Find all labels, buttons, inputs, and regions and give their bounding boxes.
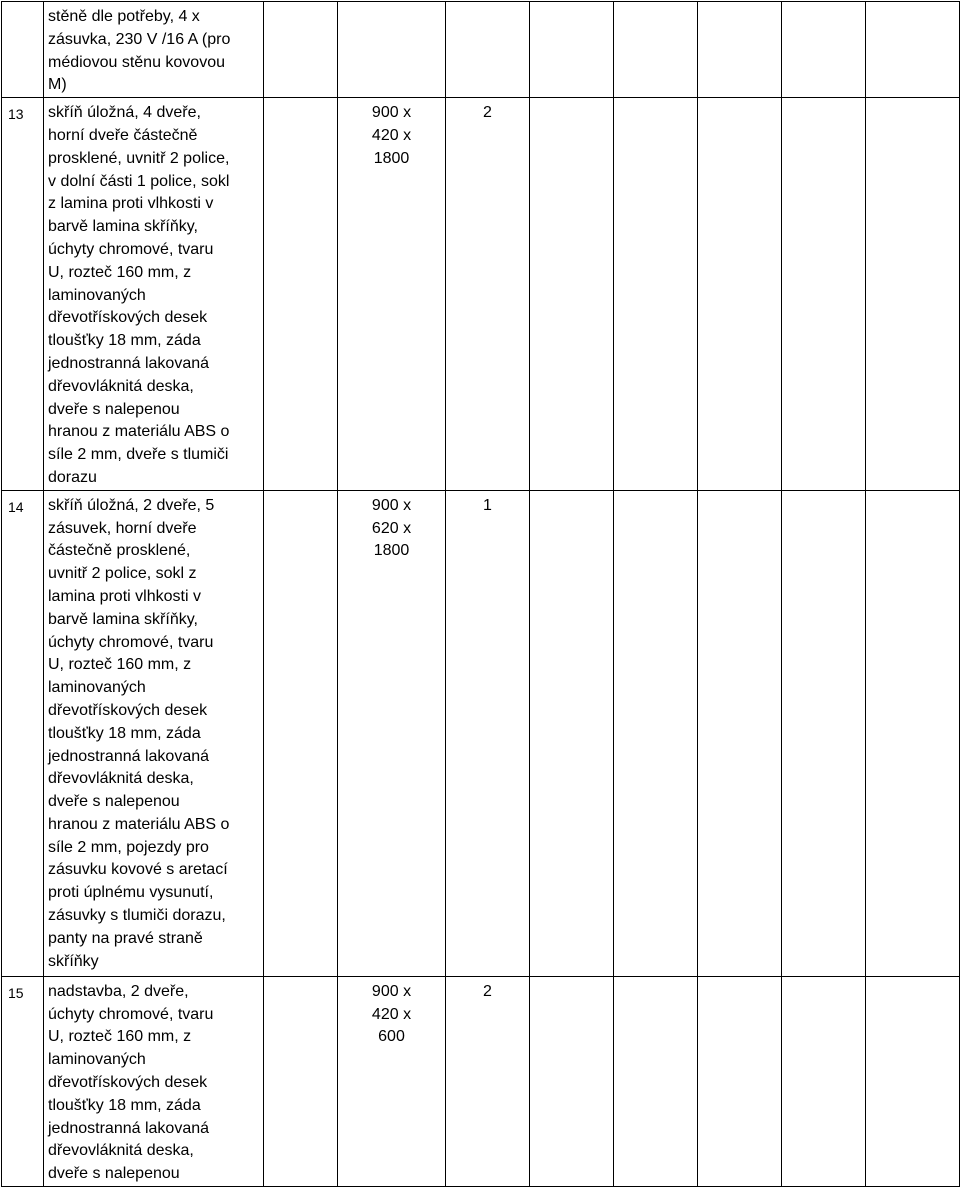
- empty-cell: [264, 2, 338, 98]
- empty-cell: [782, 490, 866, 976]
- item-number: [2, 2, 44, 98]
- item-description: [44, 2, 264, 98]
- description-line: U, rozteč 160 mm, z: [48, 263, 192, 281]
- description-line: skříň úložná, 2 dveře, 5: [48, 496, 215, 514]
- empty-cell: [698, 976, 782, 1186]
- item-quantity: 2: [446, 976, 530, 1186]
- description-line: tloušťky 18 mm, záda: [48, 724, 201, 742]
- item-quantity: [446, 2, 530, 98]
- item-dimensions: [338, 2, 446, 98]
- description-line: uvnitř 2 police, sokl z: [48, 565, 197, 583]
- item-quantity: 1: [446, 490, 530, 976]
- item-description: [44, 98, 264, 491]
- description-line: lamina proti vlhkosti v: [48, 587, 201, 605]
- description-line: proti úplnému vysunutí,: [48, 884, 214, 902]
- description-line: z lamina proti vlhkosti v: [48, 195, 214, 213]
- item-dimensions: [338, 976, 446, 1186]
- empty-cell: [866, 98, 960, 491]
- empty-cell: [614, 98, 698, 491]
- empty-cell: [614, 976, 698, 1186]
- description-line: jednostranná lakovaná: [48, 747, 210, 765]
- empty-cell: [264, 976, 338, 1186]
- description-line: dřevotřískových desek: [48, 1073, 208, 1091]
- dimension-line: 1800: [373, 542, 410, 560]
- spec-table: [1, 1, 960, 1187]
- description-line: dřevovláknitá deska,: [48, 770, 194, 788]
- description-line: laminovaných: [48, 286, 146, 304]
- description-line: prosklené, uvnitř 2 police,: [48, 149, 230, 167]
- empty-cell: [782, 976, 866, 1186]
- description-line: skříň úložná, 4 dveře,: [48, 104, 201, 122]
- description-line: dveře s nalepenou: [48, 1165, 180, 1183]
- description-line: hranou z materiálu ABS o: [48, 815, 230, 833]
- description-line: tloušťky 18 mm, záda: [48, 1096, 201, 1114]
- description-line: U, rozteč 160 mm, z: [48, 1028, 192, 1046]
- description-line: úchyty chromové, tvaru: [48, 240, 214, 258]
- description-line: dřevotřískových desek: [48, 701, 208, 719]
- description-line: horní dveře částečně: [48, 126, 198, 144]
- item-dimensions: [338, 98, 446, 491]
- table-row: [2, 98, 960, 491]
- description-line: v dolní části 1 police, sokl: [48, 172, 230, 190]
- description-line: úchyty chromové, tvaru: [48, 633, 214, 651]
- description-line: tloušťky 18 mm, záda: [48, 332, 201, 350]
- empty-cell: [866, 2, 960, 98]
- empty-cell: [264, 490, 338, 976]
- item-description: [44, 490, 264, 976]
- empty-cell: [698, 98, 782, 491]
- dimension-line: 600: [378, 1028, 405, 1046]
- dimension-line: 420 x: [371, 1005, 412, 1023]
- table-row: [2, 490, 960, 976]
- description-line: dorazu: [48, 468, 97, 486]
- description-line: médiovou stěnu kovovou: [48, 53, 225, 71]
- description-line: síle 2 mm, pojezdy pro: [48, 838, 209, 856]
- description-line: dřevotřískových desek: [48, 309, 208, 327]
- description-line: barvě lamina skříňky,: [48, 610, 198, 628]
- item-quantity: 2: [446, 98, 530, 491]
- description-line: dřevovláknitá deska,: [48, 1142, 194, 1160]
- empty-cell: [866, 490, 960, 976]
- description-line: panty na pravé straně: [48, 929, 203, 947]
- description-line: síle 2 mm, dveře s tlumiči: [48, 446, 229, 464]
- description-line: dveře s nalepenou: [48, 793, 180, 811]
- description-line: nadstavba, 2 dveře,: [48, 982, 189, 1000]
- description-line: hranou z materiálu ABS o: [48, 423, 230, 441]
- description-line: dveře s nalepenou: [48, 400, 180, 418]
- item-dimensions: [338, 490, 446, 976]
- table-row: [2, 2, 960, 98]
- table-row: [2, 976, 960, 1186]
- item-number: 14: [2, 490, 44, 976]
- empty-cell: [866, 976, 960, 1186]
- dimension-line: 900 x: [371, 496, 412, 514]
- empty-cell: [614, 490, 698, 976]
- empty-cell: [530, 976, 614, 1186]
- description-line: laminovaných: [48, 679, 146, 697]
- description-line: zásuvku kovové s aretací: [48, 861, 228, 879]
- description-line: jednostranná lakovaná: [48, 354, 210, 372]
- empty-cell: [264, 98, 338, 491]
- empty-cell: [530, 490, 614, 976]
- description-line: zásuvky s tlumiči dorazu,: [48, 907, 226, 925]
- empty-cell: [614, 2, 698, 98]
- description-line: úchyty chromové, tvaru: [48, 1005, 214, 1023]
- dimension-line: 900 x: [371, 982, 412, 1000]
- dimension-line: 420 x: [371, 126, 412, 144]
- empty-cell: [530, 2, 614, 98]
- description-line: zásuvek, horní dveře: [48, 519, 197, 537]
- description-line: zásuvka, 230 V /16 A (pro: [48, 30, 231, 48]
- item-description: [44, 976, 264, 1186]
- empty-cell: [782, 98, 866, 491]
- description-line: U, rozteč 160 mm, z: [48, 656, 192, 674]
- item-number: 13: [2, 98, 44, 491]
- description-line: M): [48, 76, 67, 94]
- description-line: barvě lamina skříňky,: [48, 218, 198, 236]
- description-line: jednostranná lakovaná: [48, 1119, 210, 1137]
- description-line: dřevovláknitá deska,: [48, 377, 194, 395]
- empty-cell: [782, 2, 866, 98]
- dimension-line: 1800: [373, 149, 410, 167]
- empty-cell: [698, 2, 782, 98]
- description-line: částečně prosklené,: [48, 542, 191, 560]
- dimension-line: 620 x: [371, 519, 412, 537]
- description-line: stěně dle potřeby, 4 x: [48, 8, 200, 25]
- empty-cell: [698, 490, 782, 976]
- dimension-line: 900 x: [371, 104, 412, 122]
- empty-cell: [530, 98, 614, 491]
- description-line: laminovaných: [48, 1051, 146, 1069]
- item-number: 15: [2, 976, 44, 1186]
- description-line: skříňky: [48, 952, 99, 970]
